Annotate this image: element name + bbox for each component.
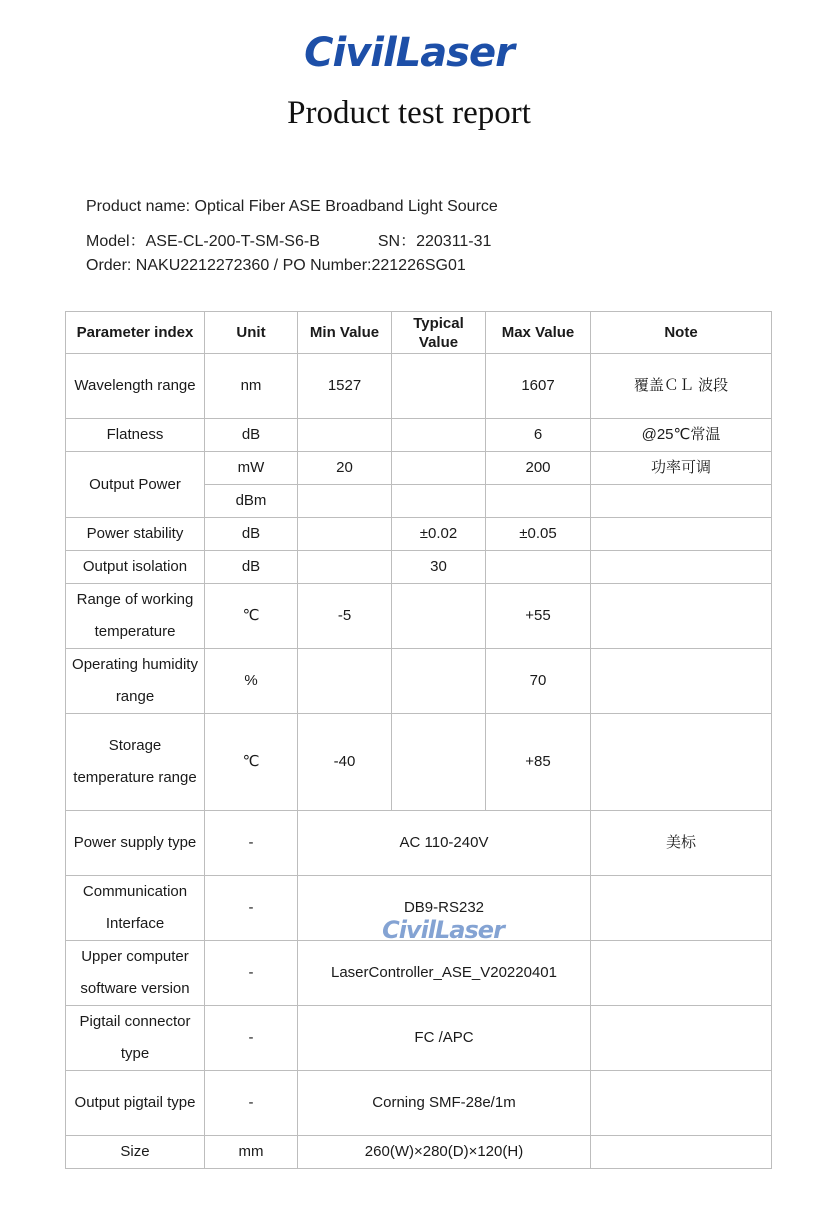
param-working-temperature: Range of working temperature — [66, 584, 205, 649]
table-row: Range of working temperature ℃ -5 +55 — [66, 584, 772, 649]
param-software-version: Upper computer software version — [66, 941, 205, 1006]
watermark-logo: CivilLaser — [382, 916, 504, 944]
table-row: Output isolation dB 30 — [66, 551, 772, 584]
table-row: Communication Interface - DB9-RS232 — [66, 876, 772, 941]
product-name-line: Product name: Optical Fiber ASE Broadband Light Source — [86, 198, 498, 215]
table-row: Wavelength range nm 1527 1607 覆盖ＣＬ 波段 — [66, 354, 772, 419]
param-humidity: Operating humidity range — [66, 649, 205, 714]
spec-table — [65, 311, 772, 1169]
sn-label: SN： — [377, 233, 417, 250]
param-output-pigtail: Output pigtail type — [66, 1071, 205, 1136]
param-output-isolation: Output isolation — [66, 551, 205, 584]
table-row: Output Power mW 20 200 功率可调 — [66, 452, 772, 485]
header-max: Max Value — [486, 312, 591, 354]
table-row: Size mm 260(W)×280(D)×120(H) — [66, 1136, 772, 1169]
header-unit: Unit — [205, 312, 298, 354]
model-label: Model： — [86, 233, 146, 250]
table-row: Output pigtail type - Corning SMF-28e/1m — [66, 1071, 772, 1136]
header-typical: Typical Value — [392, 312, 486, 354]
civillaser-logo: CivilLaser — [304, 30, 514, 76]
param-output-power: Output Power — [66, 452, 205, 518]
table-row: Operating humidity range % 70 — [66, 649, 772, 714]
order-line: Order: NAKU2212272360 / PO Number:221226SG01 — [86, 257, 466, 274]
param-pigtail-connector: Pigtail connector type — [66, 1006, 205, 1071]
table-row: Power stability dB ±0.02 ±0.05 — [66, 518, 772, 551]
model-value: ASE-CL-200-T-SM-S6-B — [145, 233, 320, 250]
param-storage-temperature: Storage temperature range — [66, 714, 205, 811]
table-header-row — [66, 312, 772, 354]
table-row: dBm — [66, 485, 772, 518]
param-power-stability: Power stability — [66, 518, 205, 551]
model-sn-line — [86, 228, 491, 251]
table-row: Storage temperature range ℃ -40 +85 — [66, 714, 772, 811]
param-power-supply: Power supply type — [66, 811, 205, 876]
table-row: Upper computer software version - LaserController_ASE_V20220401 — [66, 941, 772, 1006]
param-communication: Communication Interface — [66, 876, 205, 941]
table-row: Flatness dB 6 @25℃常温 — [66, 419, 772, 452]
param-wavelength: Wavelength range — [66, 354, 205, 419]
param-size: Size — [66, 1136, 205, 1169]
param-flatness: Flatness — [66, 419, 205, 452]
report-title: Product test report — [287, 95, 531, 131]
table-row: Power supply type - AC 110-240V 美标 — [66, 811, 772, 876]
header-min: Min Value — [298, 312, 392, 354]
header-parameter: Parameter index — [66, 312, 205, 354]
header-note: Note — [591, 312, 772, 354]
table-row: Pigtail connector type - FC /APC — [66, 1006, 772, 1071]
sn-value: 220311-31 — [416, 233, 492, 250]
